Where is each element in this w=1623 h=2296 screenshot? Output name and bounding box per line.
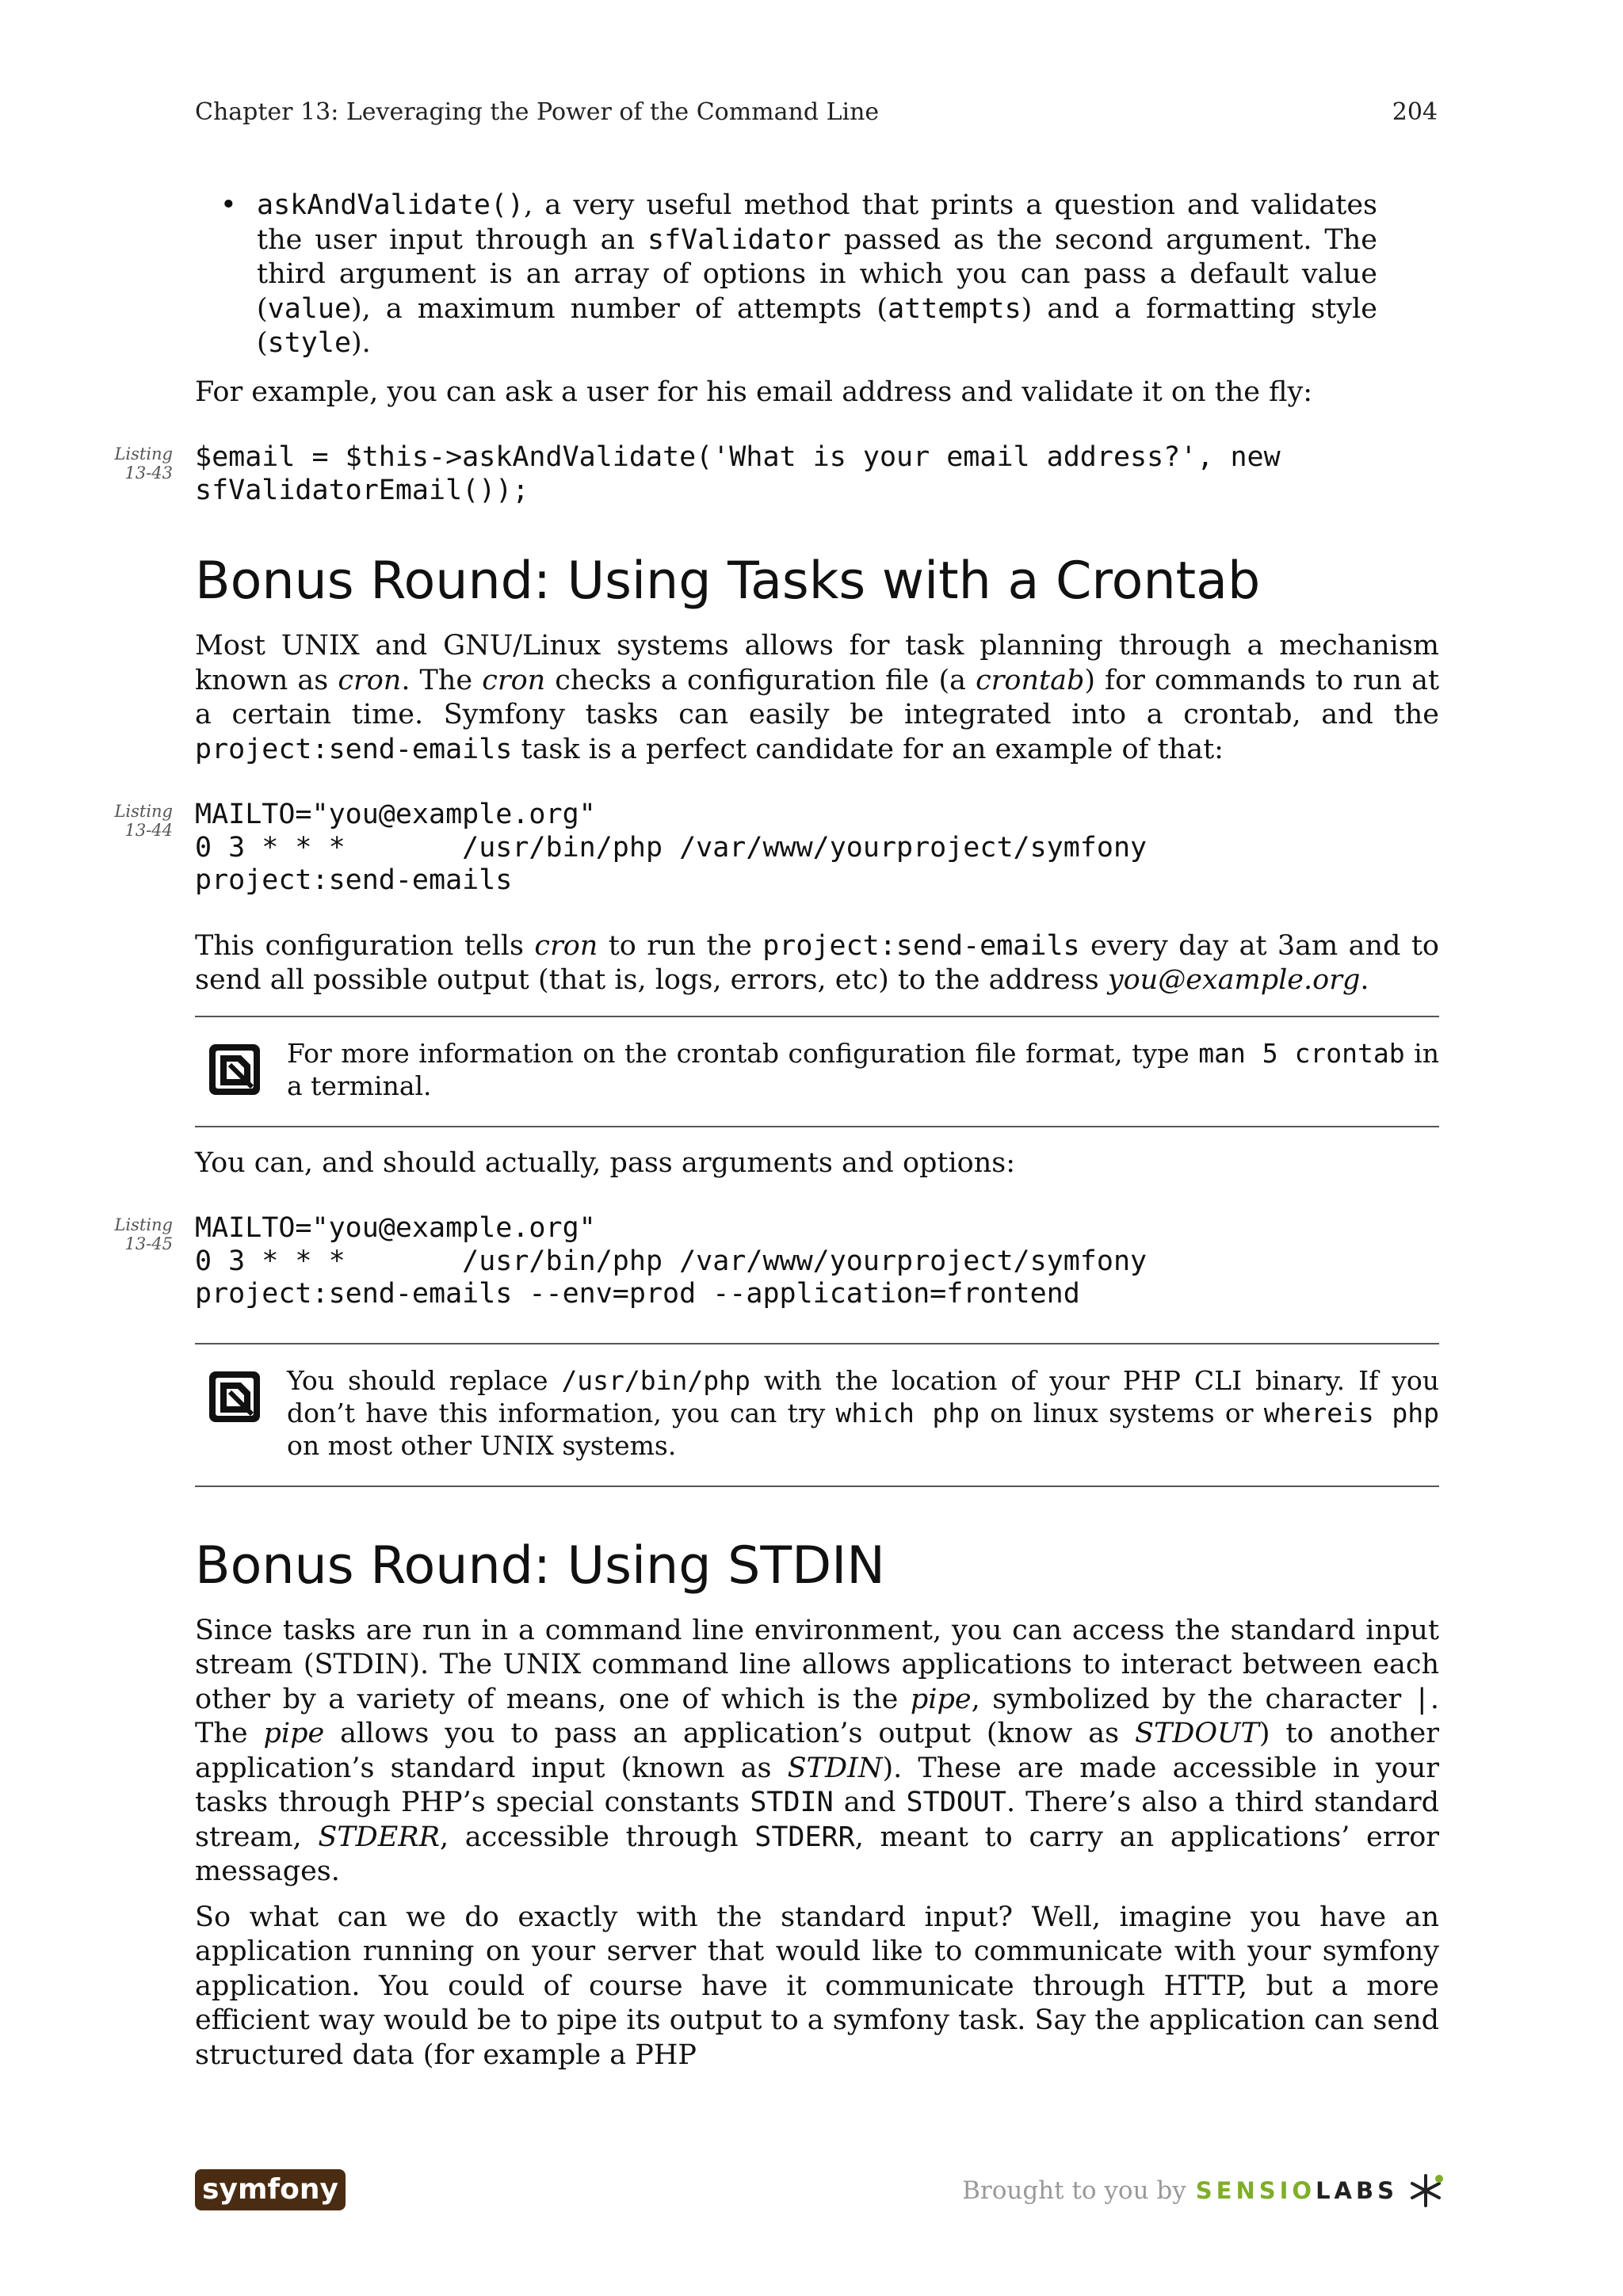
note-text: For more information on the crontab configuration file format, type man 5 crontab in a terminal. bbox=[287, 1037, 1439, 1101]
code-listing-13-45 bbox=[114, 1212, 1439, 1311]
paragraph-arguments: You can, and should actually, pass arguments and options: bbox=[195, 1146, 1016, 1179]
inline-code: project:send-emails bbox=[762, 929, 1080, 962]
note-icon bbox=[206, 1368, 263, 1425]
note-icon bbox=[206, 1041, 263, 1098]
section-heading-crontab: Bonus Round: Using Tasks with a Crontab bbox=[195, 551, 1261, 611]
sensiolabs-logo: SENSIOLABS bbox=[1195, 2177, 1398, 2204]
bullet-dot: • bbox=[220, 189, 237, 221]
listing-label: Listing 13-44 bbox=[114, 802, 173, 840]
note-box-php-path bbox=[195, 1343, 1439, 1487]
note-text: You should replace /usr/bin/php with the location of your PHP CLI binary. If you don’t have this information, you can try which php on linux systems or whereis php on most other UNIX systems. bbox=[287, 1364, 1439, 1461]
note-box-crontab bbox=[195, 1016, 1439, 1127]
sensiolabs-icon bbox=[1407, 2172, 1444, 2209]
code-block: $email = $this->askAndValidate('What is your email address?', new sfValidatorEmail()); bbox=[195, 441, 1281, 506]
list-item: • askAndValidate(), a very useful method that prints a question and validates the user input through an sfValidator passed as the second argument. The third argument is an array of options in which you can pass a default value (value), a maximum number of attempts (attempts) and a formatting style (style). bbox=[220, 189, 1378, 359]
chapter-title: Chapter 13: Leveraging the Power of the Command Line bbox=[195, 98, 880, 126]
svg-text:symfony: symfony bbox=[202, 2173, 338, 2206]
inline-code: attempts bbox=[888, 292, 1022, 325]
listing-label: Listing 13-45 bbox=[114, 1215, 173, 1253]
code-listing-13-44 bbox=[114, 799, 1439, 898]
inline-code: sfValidator bbox=[647, 223, 831, 256]
inline-code: style bbox=[267, 327, 352, 359]
paragraph-crontab-explain: This configuration tells cron to run the project:send-emails every day at 3am and to send all possible output (that is, logs, errors, etc) to the address you@example.org. bbox=[195, 929, 1439, 996]
code-listing-13-43 bbox=[114, 441, 1439, 507]
inline-code: /usr/bin/php bbox=[561, 1364, 750, 1396]
running-header bbox=[195, 97, 1438, 128]
inline-code: | bbox=[1413, 1683, 1430, 1715]
page-number: 204 bbox=[1392, 98, 1438, 126]
brought-to-you-text: Brought to you by bbox=[962, 2176, 1186, 2205]
page-content bbox=[114, 189, 1440, 2073]
symfony-logo bbox=[195, 2169, 346, 2210]
section-heading-stdin: Bonus Round: Using STDIN bbox=[195, 1535, 885, 1596]
inline-code: STDOUT bbox=[906, 1787, 1006, 1818]
inline-code: STDIN bbox=[750, 1787, 834, 1818]
paragraph-crontab-intro: Most UNIX and GNU/Linux systems allows for task planning through a mechanism known as cron. The cron checks a configuration file (a crontab) for commands to run at a certain time. Symfony tasks can easily be integrated into a crontab, and the project:send-emails task is a perfect candidate for an example of that: bbox=[195, 630, 1440, 765]
listing-label: Listing 13-43 bbox=[114, 444, 173, 482]
inline-code: STDERR bbox=[754, 1821, 855, 1853]
code-block: MAILTO="you@example.org" 0 3 * * * /usr/bin/php /var/www/yourproject/symfony project:send-emails --env=prod --application=frontend bbox=[195, 1212, 1148, 1310]
inline-code: man 5 crontab bbox=[1198, 1037, 1405, 1069]
inline-code: whereis php bbox=[1263, 1397, 1439, 1428]
paragraph-stdin-usage: So what can we do exactly with the standard input? Well, imagine you have an application running on your server that would like to communicate with your symfony application. You could of course have it communicate through HTTP, but a more efficient way would be to pipe its output to a symfony task. Say the application can send structured data (for example a PHP bbox=[195, 1901, 1440, 2071]
inline-code: project:send-emails bbox=[195, 733, 513, 765]
inline-code: which php bbox=[835, 1397, 980, 1428]
paragraph-stdin-intro: Since tasks are run in a command line environment, you can access the standard input stream (STDIN). The UNIX command line allows applications to interact between each other by a variety of means, one of which is the pipe, symbolized by the character |. The pipe allows you to pass an application’s output (know as STDOUT) to another application’s standard input (known as STDIN). These are made accessible in your tasks through PHP’s special constants STDIN and STDOUT. There’s also a third standard stream, STDERR, accessible through STDERR, meant to carry an applications’ error messages. bbox=[195, 1614, 1439, 1887]
inline-code: askAndValidate() bbox=[257, 189, 525, 221]
paragraph-example: For example, you can ask a user for his email address and validate it on the fly: bbox=[195, 376, 1313, 408]
footer-credit bbox=[962, 2171, 1444, 2210]
code-block: MAILTO="you@example.org" 0 3 * * * /usr/bin/php /var/www/yourproject/symfony project:send-emails bbox=[195, 799, 1148, 896]
inline-code: value bbox=[267, 292, 352, 325]
